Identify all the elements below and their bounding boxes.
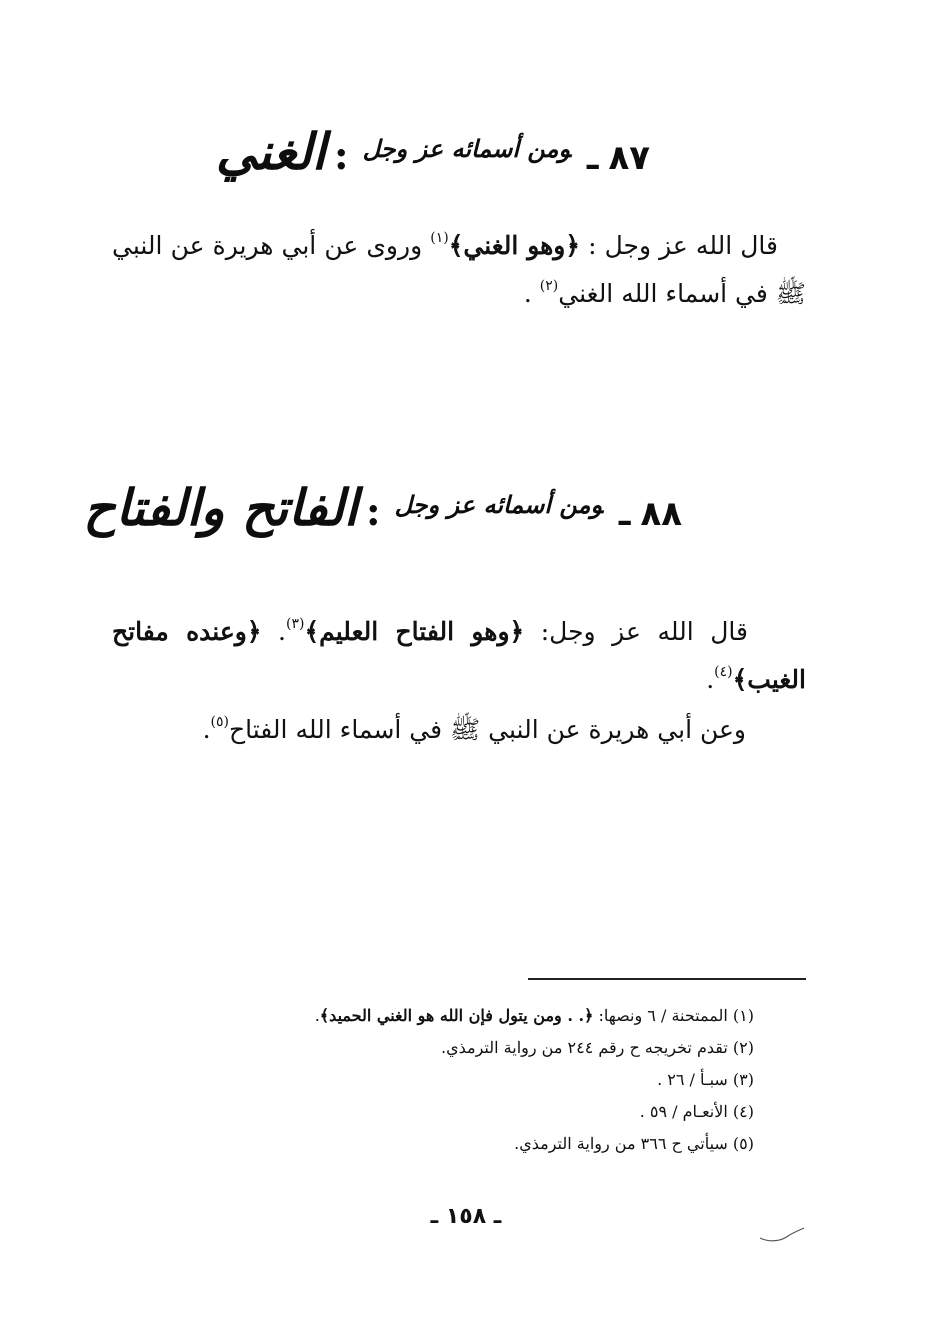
entry-88-phrase: ومن أسمائه عز وجل [394,490,603,519]
footnote-1 [194,1000,754,1032]
footnote-number: (٣) [732,1070,754,1089]
entry-87-text-1: قال الله عز وجل : [580,231,778,260]
footnote-number: (٤) [732,1102,754,1121]
page-number: ـ ١٥٨ ـ [430,1204,502,1229]
entry-88-quote-1: ﴿وهو الفتاح العليم﴾ [304,617,525,646]
footnote-text: سبـأ / ٢٦ . [657,1070,733,1089]
footnote-5 [194,1128,754,1160]
entry-88-text-3: . [706,665,715,694]
footnote-text: الأنعـام / ٥٩ . [639,1102,733,1121]
pen-mark [758,1222,806,1244]
entry-87-text-3: . [523,279,540,308]
entry-88-dash: ـ [618,494,631,534]
footnote-separator [528,978,806,980]
footnote-ref-2: (٢) [539,278,559,294]
entry-88-paragraph-1 [112,608,806,704]
entry-87-quote-1: ﴿وهو الغني﴾ [448,231,581,260]
entry-87-dash: ـ [586,138,599,178]
footnote-quote: ﴿. . ومن يتول فإن الله هو الغني الحميد﴾ [319,1006,594,1025]
entry-88-quote-2: ﴿وعنده مفاتح الغيب﴾ [112,617,806,694]
entry-87-phrase: ومن أسمائه عز وجل [362,134,571,163]
footnote-number: (٥) [732,1134,754,1153]
entry-88-name: الفاتح والفتاح [83,478,358,537]
footnote-text: تقدم تخريجه ح رقم ٢٤٤ من رواية الترمذي. [441,1038,733,1057]
footnote-number: (١) [732,1006,754,1025]
footnote-ref-1: (١) [430,230,449,246]
footnote-ref-3: (٣) [286,616,305,632]
entry-87-text-2: وروى عن أبي هريرة عن النبي ﷺ في أسماء الله الغني [112,231,806,308]
entry-87-heading [216,122,650,181]
footnote-3 [194,1064,754,1096]
footnotes [194,1000,754,1160]
entry-87-paragraph [112,222,806,318]
entry-88-number: ٨٨ [640,494,682,534]
entry-88-text-2: . [261,617,286,646]
entry-87-number: ٨٧ [608,138,650,178]
entry-87-name: الغني [215,122,326,181]
entry-88-colon: : [365,488,381,535]
footnote-number: (٢) [732,1038,754,1057]
footnote-text: الممتحنة / ٦ ونصها: [593,1006,733,1025]
footnote-ref-5: (٥) [210,714,229,730]
entry-88-text-4: وعن أبي هريرة عن النبي ﷺ في أسماء الله الفتاح [228,715,746,744]
footnote-4 [194,1096,754,1128]
entry-88-heading [83,478,682,537]
entry-87-colon: : [333,132,349,179]
entry-88-text-1: قال الله عز وجل: [524,617,748,646]
footnote-2 [194,1032,754,1064]
entry-88-text-5: . [202,715,211,744]
footnote-ref-4: (٤) [714,664,733,680]
footnote-text-end: . [314,1006,320,1025]
footnote-text: سيأتي ح ٣٦٦ من رواية الترمذي. [514,1134,733,1153]
entry-88-paragraph-2 [112,706,746,754]
